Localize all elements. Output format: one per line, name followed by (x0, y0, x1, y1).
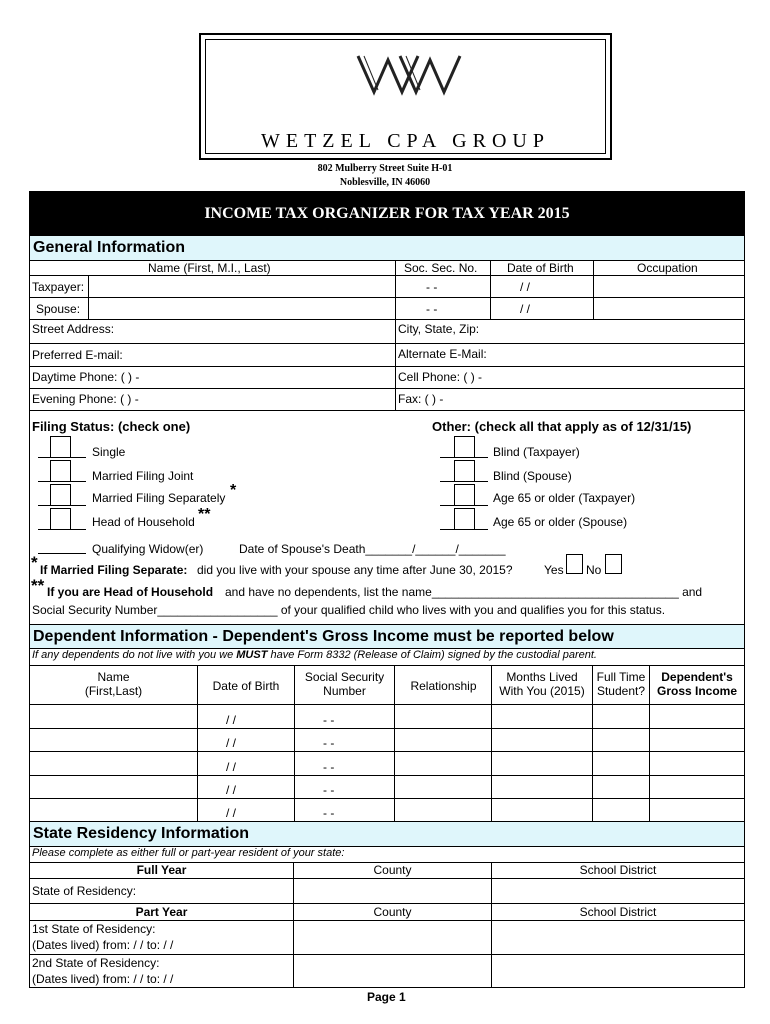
mfs-note-question: did you live with your spouse any time after June 30, 2015? (197, 563, 513, 577)
dep-row-1-ssn[interactable]: - - (323, 713, 335, 727)
city-state-zip-label: City, State, Zip: (398, 322, 480, 336)
col-dob-header: Date of Birth (507, 261, 574, 275)
street-address-label: Street Address: (32, 322, 115, 336)
qualifying-widow-blank[interactable] (38, 553, 86, 554)
form-bottom-border (29, 987, 745, 988)
mfs-no-label: No (586, 563, 602, 577)
col-name-header: Name (First, M.I., Last) (148, 261, 271, 275)
single-label: Single (92, 445, 126, 459)
form-right-border (744, 236, 745, 988)
dep-row-5-ssn[interactable]: - - (323, 806, 335, 820)
asterisk-marker: * (230, 482, 237, 499)
spouse-death-date-label[interactable]: Date of Spouse's Death_______/______/_______ (239, 542, 506, 556)
dep-col-fulltime: Full Time Student? (596, 670, 646, 698)
dep-row-3-ssn[interactable]: - - (323, 760, 335, 774)
single-checkbox[interactable] (50, 436, 71, 458)
evening-phone-label: Evening Phone: ( ) - (32, 392, 139, 406)
spouse-occupation-field[interactable] (594, 298, 744, 319)
dependent-info-title: Dependent Information - Dependent's Gross Income must be reported below (33, 628, 614, 645)
married-separately-label: Married Filing Separately (92, 491, 226, 505)
school-district-header-part: School District (579, 905, 657, 919)
fax-label: Fax: ( ) - (398, 392, 444, 406)
hoh-note-text: and have no dependents, list the name_____________________________________ and (225, 585, 703, 599)
other-status-title: Other: (check all that apply as of 12/31/15) (432, 419, 692, 434)
taxpayer-name-field[interactable] (89, 276, 395, 297)
col-occupation-header: Occupation (637, 261, 698, 275)
married-joint-label: Married Filing Joint (92, 469, 194, 483)
dep-row-5-dob[interactable]: / / (226, 806, 237, 820)
age65-spouse-label: Age 65 or older (Spouse) (493, 515, 628, 529)
dep-col-ssn: Social Security Number (304, 670, 385, 698)
state-of-residency-label: State of Residency: (32, 884, 137, 898)
taxpayer-ssn-field[interactable]: - - (426, 280, 438, 294)
address-line-1: 802 Mulberry Street Suite H-01 (317, 163, 453, 174)
age65-spouse-checkbox[interactable] (454, 508, 475, 530)
spouse-dob-field[interactable]: / / (520, 302, 531, 316)
dep-row-1-dob[interactable]: / / (226, 713, 237, 727)
age65-taxpayer-label: Age 65 or older (Taxpayer) (493, 491, 636, 505)
first-state-dates[interactable]: (Dates lived) from: / / to: / / (32, 938, 174, 952)
hoh-note-bold: If you are Head of Household (47, 585, 214, 599)
logo-frame (199, 33, 612, 160)
alternate-email-label: Alternate E-Mail: (398, 347, 487, 361)
first-state-label: 1st State of Residency: (32, 922, 156, 936)
dep-col-name: Name (First,Last) (84, 670, 143, 698)
mfs-note-bold: If Married Filing Separate: (40, 563, 188, 577)
logo-inner-frame (205, 39, 606, 154)
hoh-ssn-text: Social Security Number__________________ of your qualified child who lives with you and qualifies you for this status. (32, 603, 666, 617)
dep-col-months: Months Lived With You (2015) (499, 670, 585, 698)
dep-row-4-ssn[interactable]: - - (323, 783, 335, 797)
address-line-2: Noblesville, IN 46060 (339, 177, 431, 188)
dep-row-3-dob[interactable]: / / (226, 760, 237, 774)
second-state-dates[interactable]: (Dates lived) from: / / to: / / (32, 972, 174, 986)
state-residency-title: State Residency Information (33, 825, 250, 842)
ww-monogram-logo (356, 52, 462, 96)
hoh-asterisk: ** (31, 576, 45, 595)
cell-phone-label: Cell Phone: ( ) - (398, 370, 483, 384)
preferred-email-label: Preferred E-mail: (32, 348, 123, 362)
blind-taxpayer-label: Blind (Taxpayer) (493, 445, 580, 459)
dep-row-4-dob[interactable]: / / (226, 783, 237, 797)
married-joint-checkbox[interactable] (50, 460, 71, 482)
state-note: Please complete as either full or part-year resident of your state: (32, 847, 345, 859)
double-asterisk-marker: ** (198, 506, 211, 523)
dep-col-relationship: Relationship (410, 679, 477, 693)
second-state-label: 2nd State of Residency: (32, 956, 160, 970)
page-number: Page 1 (367, 990, 406, 1004)
filing-status-title: Filing Status: (check one) (32, 419, 191, 434)
dep-col-dob: Date of Birth (212, 679, 280, 693)
dependent-note: If any dependents do not live with you we MUST have Form 8332 (Release of Claim) signed by the custodial parent. (32, 649, 597, 661)
dep-row-2-dob[interactable]: / / (226, 736, 237, 750)
mfs-yes-checkbox[interactable] (566, 554, 583, 574)
blind-spouse-checkbox[interactable] (454, 460, 475, 482)
county-header-full: County (373, 863, 412, 877)
school-district-header-full: School District (579, 863, 657, 877)
county-header-part: County (373, 905, 412, 919)
col-ssn-header: Soc. Sec. No. (404, 261, 478, 275)
general-info-title: General Information (33, 239, 186, 256)
spouse-ssn-field[interactable]: - - (426, 302, 438, 316)
blind-taxpayer-checkbox[interactable] (454, 436, 475, 458)
mfs-no-checkbox[interactable] (605, 554, 622, 574)
daytime-phone-label: Daytime Phone: ( ) - (32, 370, 140, 384)
head-of-household-label: Head of Household (92, 515, 195, 529)
head-of-household-checkbox[interactable] (50, 508, 71, 530)
dep-row-2-ssn[interactable]: - - (323, 736, 335, 750)
qualifying-widow-label: Qualifying Widow(er) (92, 542, 204, 556)
full-year-header: Full Year (136, 863, 187, 877)
form-title: INCOME TAX ORGANIZER FOR TAX YEAR 2015 (29, 191, 745, 236)
spouse-label: Spouse: (36, 302, 81, 316)
spouse-name-field[interactable] (89, 298, 395, 319)
taxpayer-dob-field[interactable]: / / (520, 280, 531, 294)
part-year-header: Part Year (135, 905, 188, 919)
blind-spouse-label: Blind (Spouse) (493, 469, 572, 483)
taxpayer-label: Taxpayer: (32, 280, 85, 294)
mfs-asterisk: * (31, 553, 38, 572)
married-separately-checkbox[interactable] (50, 484, 71, 506)
taxpayer-occupation-field[interactable] (594, 276, 744, 297)
age65-taxpayer-checkbox[interactable] (454, 484, 475, 506)
dep-col-gross-income: Dependent's Gross Income (656, 670, 738, 698)
company-name: WETZEL CPA GROUP (261, 130, 550, 152)
mfs-yes-label: Yes (544, 563, 564, 577)
